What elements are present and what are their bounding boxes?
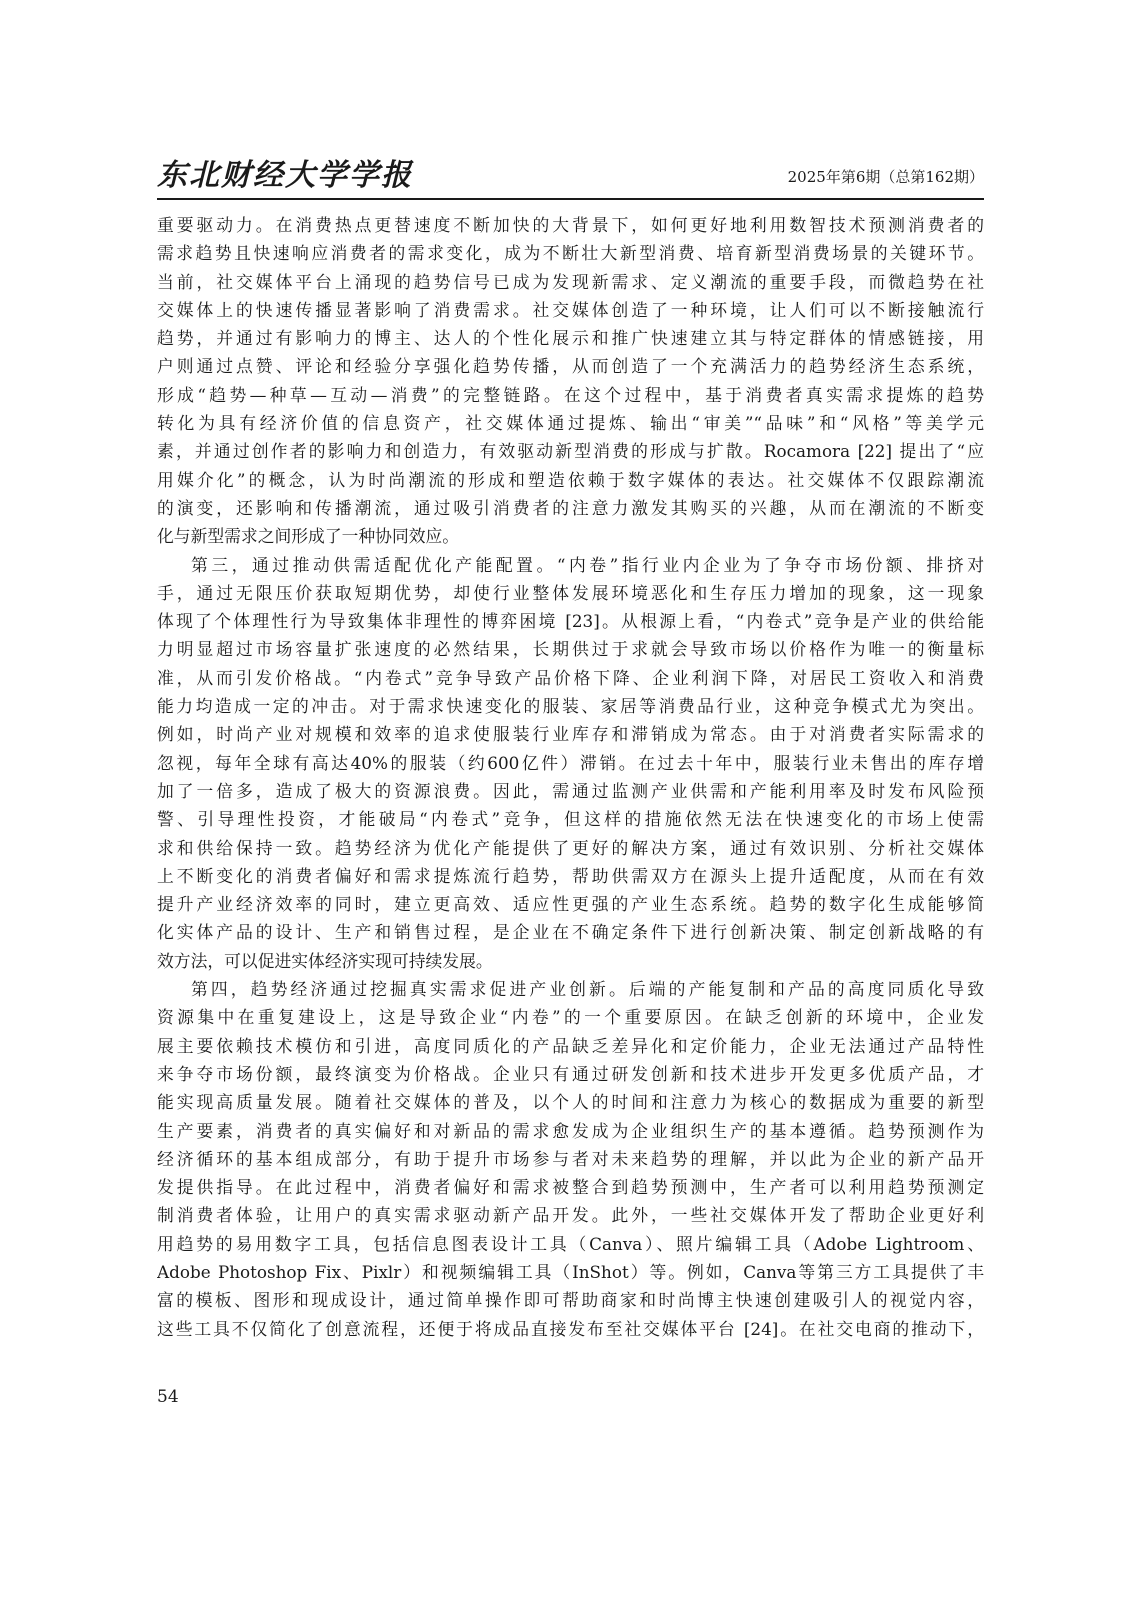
text-line: Adobe Photoshop Fix、Pixlr）和视频编辑工具（InShot）等。例如，Canva等第三方工具提供了丰 — [157, 1261, 984, 1282]
text-line: 能实现高质量发展。随着社交媒体的普及，以个人的时间和注意力为核心的数据成为重要的新型 — [157, 1092, 984, 1113]
text-line: 例如，时尚产业对规模和效率的追求使服装行业库存和滞销成为常态。由于对消费者实际需求的 — [157, 724, 984, 745]
text-line: 转化为具有经济价值的信息资产，社交媒体通过提炼、输出“审美”“品味”和“风格”等美学元 — [157, 413, 984, 434]
text-line: 生产要素，消费者的真实偏好和对新品的需求愈发成为企业组织生产的基本遵循。趋势预测作为 — [157, 1120, 984, 1141]
text-line: 加了一倍多，造成了极大的资源浪费。因此，需通过监测产业供需和产能利用率及时发布风险预 — [157, 780, 984, 801]
text-line: 警、引导理性投资，才能破局“内卷式”竞争，但这样的措施依然无法在快速变化的市场上使需 — [157, 809, 984, 830]
text-line: 素，并通过创作者的影响力和创造力，有效驱动新型消费的形成与扩散。Rocamora [22] 提出了“应 — [157, 441, 984, 462]
article-body — [157, 211, 984, 1343]
text-line: 经济循环的基本组成部分，有助于提升市场参与者对未来趋势的理解，并以此为企业的新产品开 — [157, 1148, 984, 1169]
text-line: 第四，趋势经济通过挖掘真实需求促进产业创新。后端的产能复制和产品的高度同质化导致 — [191, 979, 984, 1000]
text-line: 用媒介化”的概念，认为时尚潮流的形成和塑造依赖于数字媒体的表达。社交媒体不仅跟踪潮流 — [157, 469, 984, 490]
running-header — [157, 150, 984, 200]
text-line: 力明显超过市场容量扩张速度的必然结果，长期供过于求就会导致市场以价格作为唯一的衡量标 — [157, 639, 984, 660]
text-line: 户则通过点赞、评论和经验分享强化趋势传播，从而创造了一个充满活力的趋势经济生态系统， — [157, 356, 984, 377]
page-number: 54 — [157, 1387, 179, 1407]
text-line: 来争夺市场份额，最终演变为价格战。企业只有通过研发创新和技术进步开发更多优质产品，才 — [157, 1063, 984, 1084]
text-line: 形成“趋势—种草—互动—消费”的完整链路。在这个过程中，基于消费者真实需求提炼的趋势 — [157, 384, 984, 405]
text-line: 第三，通过推动供需适配优化产能配置。“内卷”指行业内企业为了争夺市场份额、排挤对 — [191, 554, 984, 575]
text-line: 交媒体上的快速传播显著影响了消费需求。社交媒体创造了一种环境，让人们可以不断接触流行 — [157, 299, 984, 320]
text-line: 效方法，可以促进实体经济实现可持续发展。 — [157, 950, 493, 971]
text-line: 能力均造成一定的冲击。对于需求快速变化的服装、家居等消费品行业，这种竞争模式尤为突出。 — [157, 696, 984, 717]
text-line: 手，通过无限压价获取短期优势，却使行业整体发展环境恶化和生存压力增加的现象，这一现象 — [157, 582, 984, 603]
text-line: 的演变，还影响和传播潮流，通过吸引消费者的注意力激发其购买的兴趣，从而在潮流的不断变 — [157, 497, 984, 518]
text-line: 忽视，每年全球有高达40%的服装（约600亿件）滞销。在过去十年中，服装行业未售出的库存增 — [157, 752, 984, 773]
text-line: 展主要依赖技术模仿和引进，高度同质化的产品缺乏差异化和定价能力，企业无法通过产品特性 — [157, 1035, 984, 1056]
text-line: 化实体产品的设计、生产和销售过程，是企业在不确定条件下进行创新决策、制定创新战略的有 — [157, 922, 984, 943]
text-line: 发提供指导。在此过程中，消费者偏好和需求被整合到趋势预测中，生产者可以利用趋势预测定 — [157, 1177, 984, 1198]
text-line: 当前，社交媒体平台上涌现的趋势信号已成为发现新需求、定义潮流的重要手段，而微趋势在社 — [157, 271, 984, 292]
text-line: 准，从而引发价格战。“内卷式”竞争导致产品价格下降、企业利润下降，对居民工资收入和消费 — [157, 667, 984, 688]
journal-title: 东北财经大学学报 — [157, 158, 413, 193]
text-line: 富的模板、图形和现成设计，通过简单操作即可帮助商家和时尚博主快速创建吸引人的视觉内容， — [157, 1290, 984, 1311]
text-line: 趋势，并通过有影响力的博主、达人的个性化展示和推广快速建立其与特定群体的情感链接，用 — [157, 328, 984, 349]
text-line: 用趋势的易用数字工具，包括信息图表设计工具（Canva）、照片编辑工具（Adobe Lightroom、 — [157, 1233, 984, 1254]
text-line: 制消费者体验，让用户的真实需求驱动新产品开发。此外，一些社交媒体开发了帮助企业更好利 — [157, 1205, 984, 1226]
text-line: 求和供给保持一致。趋势经济为优化产能提供了更好的解决方案，通过有效识别、分析社交媒体 — [157, 837, 984, 858]
issue-info: 2025年第6期（总第162期） — [787, 168, 984, 186]
text-line: 体现了个体理性行为导致集体非理性的博弈困境 [23]。从根源上看，“内卷式”竞争是产业的供给能 — [157, 611, 984, 632]
text-line: 这些工具不仅简化了创意流程，还便于将成品直接发布至社交媒体平台 [24]。在社交电商的推动下， — [157, 1318, 984, 1339]
text-line: 上不断变化的消费者偏好和需求提炼流行趋势，帮助供需双方在源头上提升适配度，从而在有效 — [157, 865, 984, 886]
text-line: 重要驱动力。在消费热点更替速度不断加快的大背景下，如何更好地利用数智技术预测消费者的 — [157, 215, 984, 235]
text-line: 需求趋势且快速响应消费者的需求变化，成为不断壮大新型消费、培育新型消费场景的关键环节。 — [157, 243, 984, 264]
text-line: 化与新型需求之间形成了一种协同效应。 — [157, 526, 460, 547]
text-line: 资源集中在重复建设上，这是导致企业“内卷”的一个重要原因。在缺乏创新的环境中，企业发 — [157, 1007, 984, 1028]
text-line: 提升产业经济效率的同时，建立更高效、适应性更强的产业生态系统。趋势的数字化生成能够简 — [157, 894, 984, 915]
